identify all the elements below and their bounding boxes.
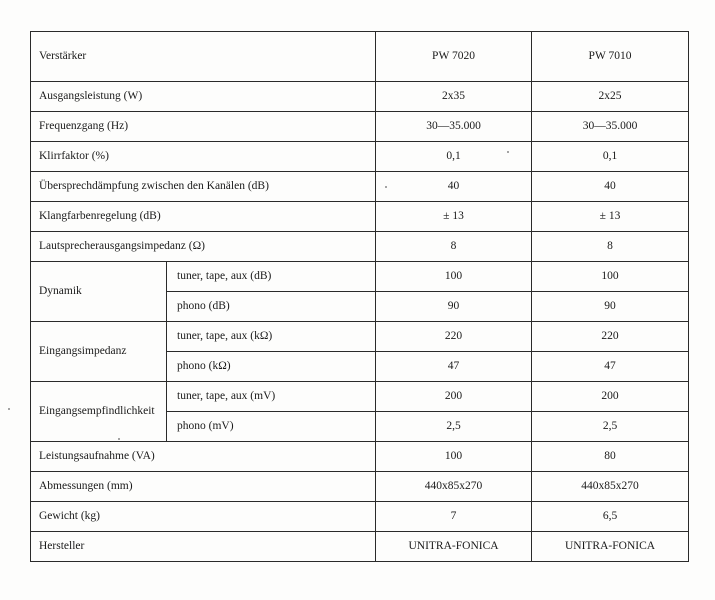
- table-row: [31, 232, 689, 262]
- table-row: [31, 202, 689, 232]
- table-row: [31, 172, 689, 202]
- value-pw7020: 200: [376, 382, 532, 412]
- model-col-1: PW 7020: [376, 32, 532, 82]
- row-label: Hersteller: [31, 532, 376, 562]
- value-pw7010: 30—35.000: [532, 112, 689, 142]
- value-pw7010: 40: [532, 172, 689, 202]
- row-label: Klirrfaktor (%): [31, 142, 376, 172]
- sub-label: tuner, tape, aux (mV): [167, 382, 376, 412]
- header-row: [31, 32, 689, 82]
- value-pw7010: 2x25: [532, 82, 689, 112]
- sub-label: tuner, tape, aux (kΩ): [167, 322, 376, 352]
- value-pw7010: 2,5: [532, 412, 689, 442]
- value-pw7010: UNITRA-FONICA: [532, 532, 689, 562]
- value-pw7010: 100: [532, 262, 689, 292]
- value-pw7020: 0,1: [376, 142, 532, 172]
- table-row: [31, 82, 689, 112]
- row-label: Lautsprecherausgangsimpedanz (Ω): [31, 232, 376, 262]
- value-pw7010: 6,5: [532, 502, 689, 532]
- row-label: Gewicht (kg): [31, 502, 376, 532]
- spec-table: [30, 31, 689, 562]
- value-pw7010: 90: [532, 292, 689, 322]
- group-label: Dynamik: [31, 262, 167, 322]
- row-label: Frequenzgang (Hz): [31, 112, 376, 142]
- sub-label: phono (kΩ): [167, 352, 376, 382]
- value-pw7020: 2x35: [376, 82, 532, 112]
- value-pw7020: 440x85x270: [376, 472, 532, 502]
- sub-label: tuner, tape, aux (dB): [167, 262, 376, 292]
- value-pw7010: 0,1: [532, 142, 689, 172]
- group-label: Eingangsempfindlichkeit: [31, 382, 167, 442]
- table-row: [31, 442, 689, 472]
- value-pw7020: 220: [376, 322, 532, 352]
- value-pw7020: 30—35.000: [376, 112, 532, 142]
- sub-label: phono (dB): [167, 292, 376, 322]
- table-row: [31, 472, 689, 502]
- value-pw7020: 2,5: [376, 412, 532, 442]
- header-label: Verstärker: [31, 32, 376, 82]
- value-pw7010: 80: [532, 442, 689, 472]
- model-col-2: PW 7010: [532, 32, 689, 82]
- scan-speck: [507, 151, 509, 153]
- value-pw7010: 440x85x270: [532, 472, 689, 502]
- value-pw7020: 40: [376, 172, 532, 202]
- table-row: [31, 532, 689, 562]
- row-label: Klangfarbenregelung (dB): [31, 202, 376, 232]
- table-row: [31, 322, 689, 352]
- value-pw7010: 47: [532, 352, 689, 382]
- table-row: [31, 502, 689, 532]
- scan-speck: [118, 438, 120, 440]
- value-pw7020: UNITRA-FONICA: [376, 532, 532, 562]
- scan-speck: [8, 408, 10, 410]
- table-row: [31, 262, 689, 292]
- row-label: Ausgangsleistung (W): [31, 82, 376, 112]
- row-label: Übersprechdämpfung zwischen den Kanälen (dB): [31, 172, 376, 202]
- value-pw7020: 8: [376, 232, 532, 262]
- value-pw7020: 47: [376, 352, 532, 382]
- table-row: [31, 382, 689, 412]
- row-label: Abmessungen (mm): [31, 472, 376, 502]
- value-pw7010: 8: [532, 232, 689, 262]
- scan-speck: [385, 186, 387, 188]
- table-row: [31, 112, 689, 142]
- sub-label: phono (mV): [167, 412, 376, 442]
- value-pw7010: 220: [532, 322, 689, 352]
- value-pw7020: 90: [376, 292, 532, 322]
- value-pw7010: 200: [532, 382, 689, 412]
- value-pw7020: ± 13: [376, 202, 532, 232]
- value-pw7010: ± 13: [532, 202, 689, 232]
- value-pw7020: 100: [376, 442, 532, 472]
- table-row: [31, 142, 689, 172]
- group-label: Eingangsimpedanz: [31, 322, 167, 382]
- value-pw7020: 7: [376, 502, 532, 532]
- row-label: Leistungsaufnahme (VA): [31, 442, 376, 472]
- value-pw7020: 100: [376, 262, 532, 292]
